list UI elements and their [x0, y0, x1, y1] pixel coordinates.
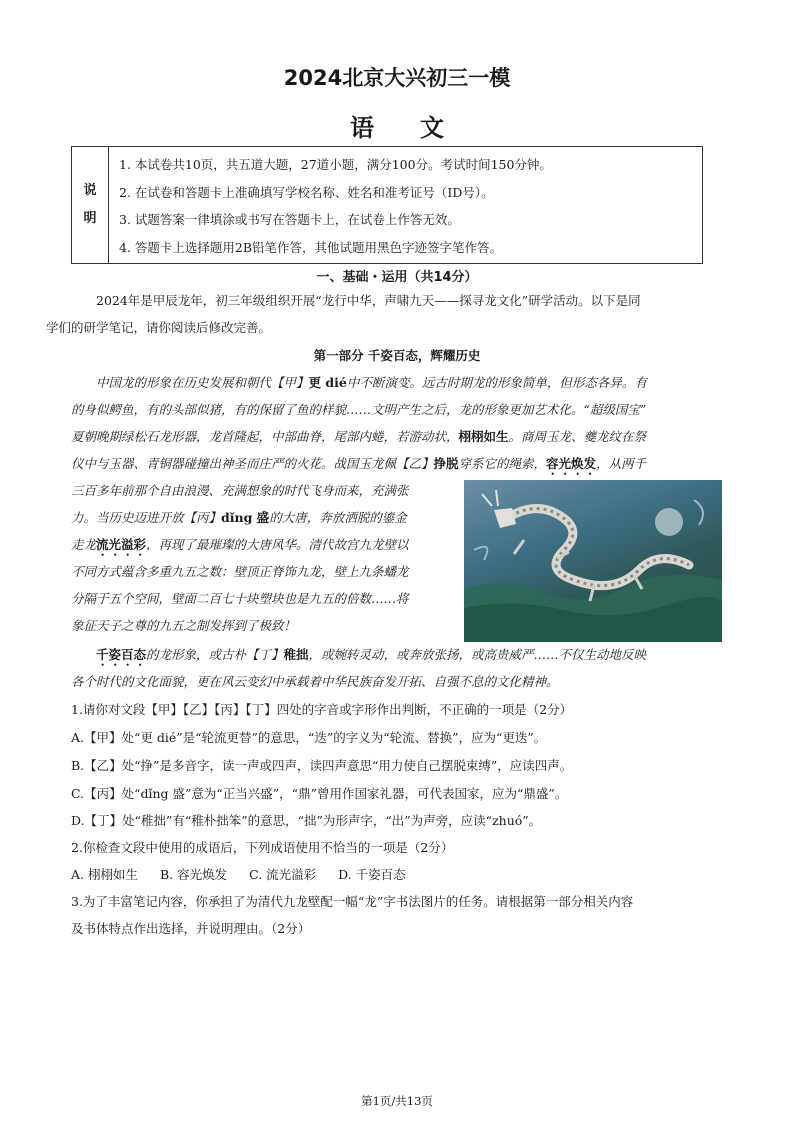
- q1-option-a: A.【甲】处“更 dié”是“轮流更替”的意思，“迭”的字义为“轮流、替换”，应为“更迭”。: [71, 730, 547, 745]
- part-heading: 第一部分 千姿百态，辉耀历史: [313, 348, 481, 363]
- q2-option-d: D. 千姿百态: [338, 867, 406, 882]
- passage-line: 走龙流光溢彩，再现了最璀璨的大唐风华。清代故宫九龙壁以: [71, 537, 409, 552]
- instruction-item: 3. 试题答案一律填涂或书写在答题卡上，在试卷上作答无效。: [119, 212, 460, 227]
- passage-line: 中国龙的形象在历史发展和朝代【甲】更 dié中不断演变。远古时期龙的形象简单，但形态各异。有: [96, 375, 647, 390]
- q2-option-a: A. 栩栩如生: [71, 867, 138, 882]
- question-2: 2.你检查文段中使用的成语后，下列成语使用不恰当的一项是（2分）: [71, 840, 454, 855]
- passage-line: 仪中与玉器、青铜器碰撞出神圣而庄严的火花。战国玉龙佩【乙】挣脱穿系它的绳索，容光焕发，从两千: [71, 456, 647, 471]
- passage-line: 力。当历史迈进开放【丙】dǐng 盛的大唐，奔放洒脱的鎏金: [71, 510, 407, 525]
- passage-line: 千姿百态的龙形象，或古朴【丁】稚拙，或婉转灵动，或奔放张扬，或高贵威严……不仅生动地反映: [96, 647, 647, 662]
- dragon-illustration: [464, 480, 722, 642]
- q1-option-d: D.【丁】处“稚拙”有“稚朴拙笨”的意思，“拙”为形声字，“出”为声旁，应读“zhuó”。: [71, 813, 542, 828]
- passage-line: 分隔于五个空间，壁面二百七十块塑块也是九五的倍数……将: [71, 591, 409, 606]
- instruction-item: 2. 在试卷和答题卡上准确填写学校名称、姓名和准考证号（ID号）。: [119, 184, 494, 200]
- page-number: 第1页/共13页: [361, 1094, 433, 1108]
- passage-line: 象征天子之尊的九五之制发挥到了极致！: [71, 618, 297, 633]
- intro-paragraph: 2024年是甲辰龙年，初三年级组织开展“龙行中华，声啸九天——探寻龙文化”研学活动。以下是同 学们的研学笔记，请你阅读后修改完善。: [46, 293, 641, 335]
- instruction-item: 1. 本试卷共10页，共五道大题，27道小题，满分100分。考试时间150分钟。: [119, 157, 552, 172]
- instructions-label: 说 明: [72, 147, 109, 263]
- passage-line: 不同方式蕴含多重九五之数：壁顶正脊饰九龙，壁上九条蟠龙: [71, 564, 409, 579]
- passage-line: 三百多年前那个自由浪漫、充满想象的时代飞身而来，充满张: [71, 483, 409, 498]
- instructions-box: [71, 146, 703, 264]
- subject-title: 语文: [350, 114, 490, 142]
- q2-options: [71, 865, 406, 885]
- instruction-item: 4. 答题卡上选择题用2B铅笔作答，其他试题用黑色字迹签字笔作答。: [119, 239, 503, 255]
- passage-line: 各个时代的文化面貌，更在风云变幻中承载着中华民族奋发开拓、自强不息的文化精神。: [71, 674, 559, 689]
- question-3-cont: 及书体特点作出选择，并说明理由。（2分）: [71, 921, 311, 936]
- question-1: 1.请你对文段【甲】【乙】【丙】【丁】四处的字音或字形作出判断，不正确的一项是（2分）: [71, 702, 573, 717]
- instructions-list: [109, 147, 702, 263]
- question-3: 3.为了丰富笔记内容，你承担了为清代九龙壁配一幅“龙”字书法图片的任务。请根据第一部分相关内容: [71, 894, 634, 909]
- q1-option-b: B.【乙】处“挣”是多音字，读一声或四声，读四声意思“用力使自己摆脱束缚”，应读四声。: [71, 758, 573, 773]
- nine-dragon-wall-photo: [464, 480, 722, 642]
- passage-line: 的身似鳄鱼，有的头部似猪，有的保留了鱼的样貌……文明产生之后，龙的形象更加艺术化。“超级国宝”: [71, 402, 647, 417]
- q2-option-c: C. 流光溢彩: [249, 867, 317, 882]
- exam-title: 2024北京大兴初三一模: [283, 66, 511, 90]
- q2-option-b: B. 容光焕发: [159, 867, 228, 882]
- passage-line: 夏朝晚期绿松石龙形器，龙首隆起，中部曲脊，尾部内蜷，若游动状，栩栩如生。商周玉龙、夔龙纹在祭: [71, 429, 647, 444]
- q1-option-c: C.【丙】处“dǐng 盛”意为“正当兴盛”，“鼎”曾用作国家礼器，可代表国家，应为“鼎盛”。: [71, 786, 568, 801]
- section-heading: 一、基础・运用（共14分）: [316, 270, 478, 285]
